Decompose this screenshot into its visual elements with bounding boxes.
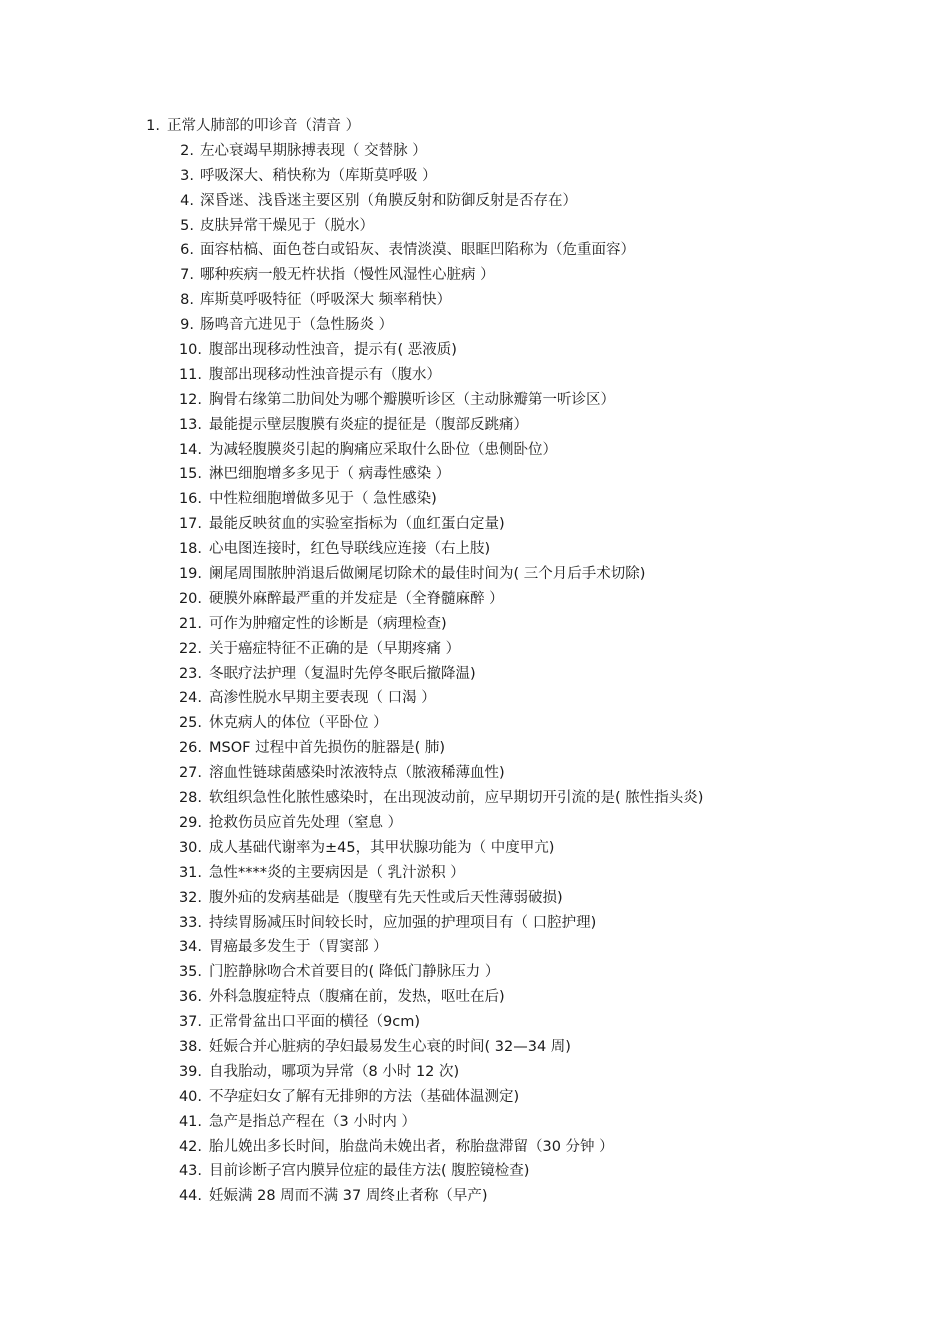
item-number: 14. [178,441,202,458]
list-item [0,711,950,736]
list-item [0,637,950,662]
item-number: 13. [178,416,202,433]
list-item [0,985,950,1010]
item-text: 呼吸深大、稍快称为（库斯莫呼吸 ） [200,167,437,184]
item-text: 淋巴细胞增多多见于（ 病毒性感染 ） [209,466,451,483]
item-number: 16. [178,491,202,508]
item-text: 外科急腹症特点（腹痛在前，发热，呕吐在后) [209,989,505,1006]
item-text: 胎儿娩出多长时间，胎盘尚未娩出者，称胎盘滞留（30 分钟 ） [209,1138,614,1155]
item-number: 24. [178,690,202,707]
item-number: 40. [178,1088,202,1105]
item-text: 妊娠合并心脏病的孕妇最易发生心衰的时间( 32—34 周) [209,1038,571,1055]
item-text: 肠鸣音亢进见于（急性肠炎 ） [200,317,394,334]
item-number: 33. [178,914,202,931]
item-number: 32. [178,889,202,906]
item-text: 为减轻腹膜炎引起的胸痛应采取什么卧位（患侧卧位） [209,441,557,458]
item-text: 正常人肺部的叩诊音（清音 ） [167,118,361,134]
item-number: 2. [180,142,194,159]
item-text: 不孕症妇女了解有无排卵的方法（基础体温测定) [209,1088,520,1105]
item-text: 成人基础代谢率为±45，其甲状腺功能为（ 中度甲亢) [209,839,555,856]
item-number: 37. [178,1014,202,1031]
item-number: 9. [180,317,194,334]
item-number: 34. [178,939,202,956]
item-number: 28. [178,790,202,807]
item-text: 哪种疾病一般无杵状指（慢性风湿性心脏病 ） [200,267,495,284]
item-text: 腹外疝的发病基础是（腹壁有先天性或后天性薄弱破损) [209,889,563,906]
list-item [0,438,950,463]
item-number: 7. [180,267,194,284]
list-item [0,1035,950,1060]
item-text: 皮肤异常干燥见于（脱水） [200,217,374,234]
list-item [0,164,950,189]
list-item [0,587,950,612]
list-item [0,960,950,985]
item-text: 深昏迷、浅昏迷主要区别（角膜反射和防御反射是否存在） [200,192,577,209]
item-text: 高渗性脱水早期主要表现（ 口渴 ） [209,690,436,707]
item-text: 中性粒细胞增做多见于（ 急性感染) [209,491,437,508]
list-item [0,736,950,761]
item-number: 43. [178,1163,202,1180]
item-number: 23. [178,665,202,682]
item-text: 可作为肿瘤定性的诊断是（病理检查) [209,615,447,632]
item-number: 1. [146,118,160,134]
item-text: 关于癌症特征不正确的是（早期疼痛 ） [209,640,461,657]
question-answer-list [0,114,950,1209]
list-item [0,537,950,562]
list-item [0,1184,950,1209]
item-text: 左心衰竭早期脉搏表现（ 交替脉 ） [200,142,427,159]
list-item [0,413,950,438]
item-text: 硬膜外麻醉最严重的并发症是（全脊髓麻醉 ） [209,590,504,607]
list-item [0,512,950,537]
list-item [0,214,950,239]
list-item [0,811,950,836]
list-item [0,388,950,413]
item-number: 6. [180,242,194,259]
item-number: 44. [178,1188,202,1205]
item-text: 软组织急性化脓性感染时，在出现波动前，应早期切开引流的是( 脓性指头炎) [209,790,704,807]
list-item [0,1110,950,1135]
item-text: 正常骨盆出口平面的横径（9cm) [209,1014,420,1031]
list-item [0,462,950,487]
item-text: MSOF 过程中首先损伤的脏器是( 肺) [209,740,445,757]
list-item [0,338,950,363]
item-number: 21. [178,615,202,632]
item-number: 35. [178,964,202,981]
list-item [0,363,950,388]
item-number: 5. [180,217,194,234]
item-text: 最能提示壁层腹膜有炎症的提征是（腹部反跳痛） [209,416,528,433]
item-text: 急性****炎的主要病因是（ 乳汁淤积 ） [209,864,465,881]
list-item [0,1085,950,1110]
list-item [0,1060,950,1085]
list-item [0,911,950,936]
list-item [0,1010,950,1035]
item-text: 心电图连接时，红色导联线应连接（右上肢) [209,541,491,558]
item-text: 库斯莫呼吸特征（呼吸深大 频率稍快） [200,292,452,309]
item-text: 胃癌最多发生于（胃窦部 ） [209,939,388,956]
list-item [0,189,950,214]
item-number: 18. [178,541,202,558]
item-number: 20. [178,590,202,607]
list-item [0,313,950,338]
item-text: 冬眠疗法护理（复温时先停冬眠后撤降温) [209,665,476,682]
item-number: 41. [178,1113,202,1130]
item-number: 42. [178,1138,202,1155]
item-text: 目前诊断子宫内膜异位症的最佳方法( 腹腔镜检查) [209,1163,530,1180]
list-item [0,686,950,711]
item-number: 8. [180,292,194,309]
item-number: 29. [178,814,202,831]
item-number: 36. [178,989,202,1006]
item-number: 30. [178,839,202,856]
list-item [0,861,950,886]
list-item [0,662,950,687]
list-item [0,238,950,263]
item-text: 面容枯槁、面色苍白或铅灰、表情淡漠、眼眶凹陷称为（危重面容） [200,242,635,259]
item-number: 12. [178,391,202,408]
list-item [0,761,950,786]
list-item [0,1159,950,1184]
item-number: 25. [178,715,202,732]
item-number: 11. [178,366,202,383]
item-text: 阑尾周围脓肿消退后做阑尾切除术的最佳时间为( 三个月后手术切除) [209,566,646,583]
item-number: 31. [178,864,202,881]
list-item [0,935,950,960]
item-number: 3. [180,167,194,184]
item-text: 胸骨右缘第二肋间处为哪个瓣膜听诊区（主动脉瓣第一听诊区） [209,391,615,408]
list-item [0,836,950,861]
item-number: 27. [178,765,202,782]
item-text: 休克病人的体位（平卧位 ） [209,715,388,732]
list-item [0,786,950,811]
item-text: 腹部出现移动性浊音，提示有( 恶液质) [209,342,457,359]
item-text: 急产是指总产程在（3 小时内 ） [209,1113,416,1130]
item-text: 门腔静脉吻合术首要目的( 降低门静脉压力 ） [209,964,500,981]
list-item [0,1135,950,1160]
list-item [0,114,950,139]
list-item [0,612,950,637]
item-number: 22. [178,640,202,657]
list-item [0,562,950,587]
list-item [0,886,950,911]
item-text: 持续胃肠减压时间较长时，应加强的护理项目有（ 口腔护理) [209,914,597,931]
item-number: 17. [178,516,202,533]
item-text: 最能反映贫血的实验室指标为（血红蛋白定量) [209,516,505,533]
item-text: 溶血性链球菌感染时浓液特点（脓液稀薄血性) [209,765,505,782]
list-item [0,139,950,164]
item-number: 19. [178,566,202,583]
item-text: 腹部出现移动性浊音提示有（腹水） [209,366,441,383]
item-number: 10. [178,342,202,359]
item-text: 自我胎动，哪项为异常（8 小时 12 次) [209,1063,460,1080]
item-text: 妊娠满 28 周而不满 37 周终止者称（早产) [209,1188,488,1205]
item-text: 抢救伤员应首先处理（窒息 ） [209,814,403,831]
item-number: 39. [178,1063,202,1080]
list-item [0,288,950,313]
item-number: 38. [178,1038,202,1055]
item-number: 26. [178,740,202,757]
list-item [0,487,950,512]
list-item [0,263,950,288]
item-number: 4. [180,192,194,209]
item-number: 15. [178,466,202,483]
